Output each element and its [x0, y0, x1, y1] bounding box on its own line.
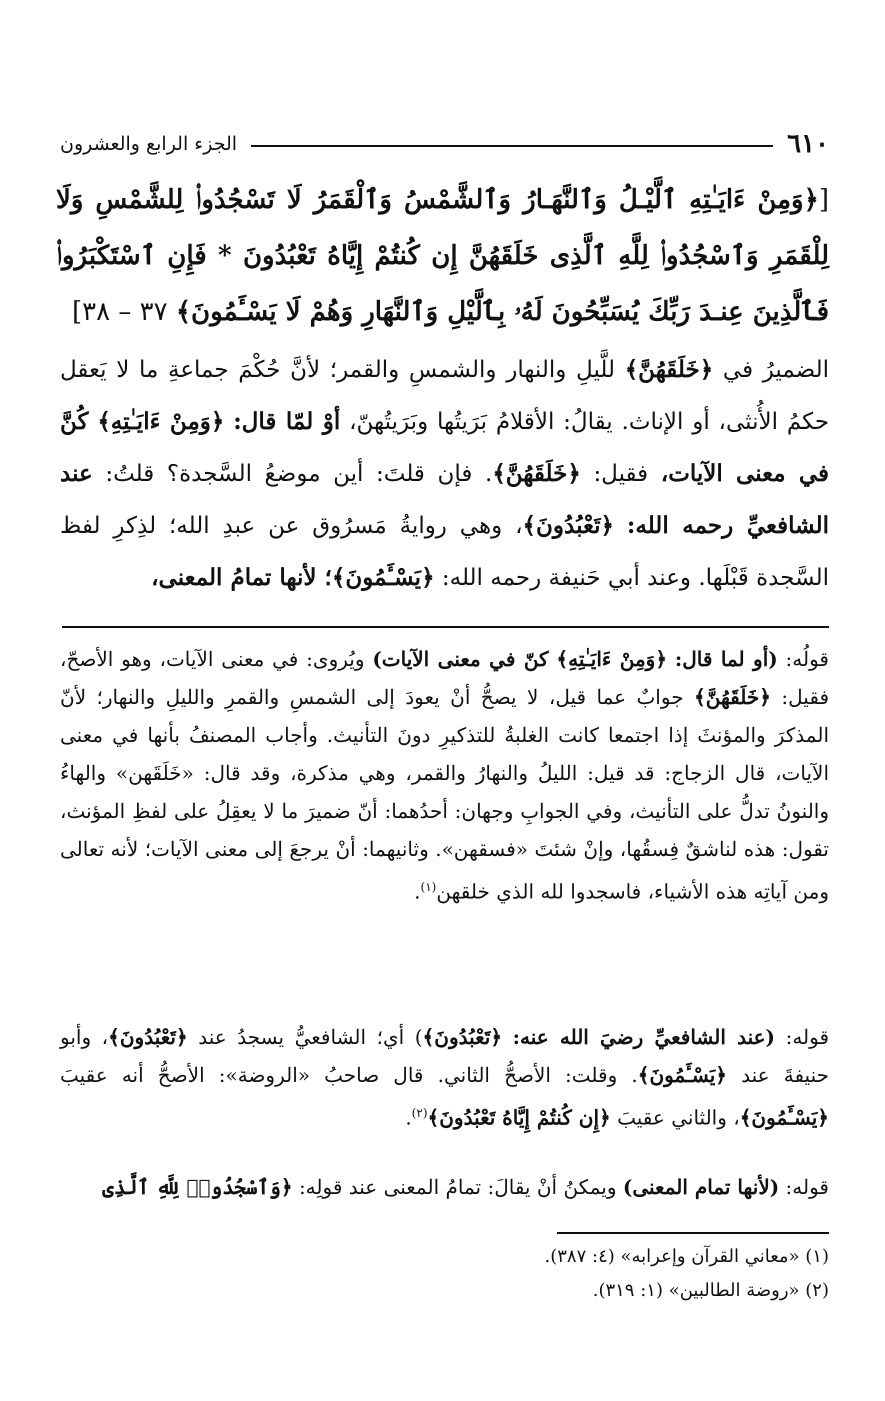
- note-text: ، والثاني عقيبَ: [617, 1105, 740, 1130]
- note-bold: (لأنها تمام المعنى): [622, 1175, 780, 1199]
- quran-quote: ﴿وَمِنْ ءَايَـٰتِهِ﴾: [556, 647, 668, 671]
- quran-quote: ﴿يَسْـَٔمُونَ﴾: [739, 1105, 829, 1130]
- note-paragraph-1: قولُه: (أو لما قال: ﴿وَمِنْ ءَايَـٰتِهِ﴾ كنّ في معنى الآيات) ويُروى: في معنى الآيات، وهو الأصحّ، فقيل: ﴿خَلَقَهُنَّ﴾ جوابٌ عما قيل، لا يصحُّ أنْ يعودَ إلى الشمسِ والقمرِ والليلِ والنهار؛ لأنّ المذكرَ والمؤنثَ إذا اجتمعا كانت الغلبةُ للتذكيرِ دونَ التأنيث. وأجاب المصنفُ بأنها في معنى الآيات، قال الزجاج: قد قيل: الليلُ والنهارُ والقمر، وهي مذكرة، وقد قال: «خَلَقَهن» والهاءُ والنونُ تدلُّ على التأنيث، وفي الجوابِ وجهان: أحدُهما: أنّ ضميرَ ما لا يعقِلُ على لفظِ المؤنث، تقول: هذه لناشقٌ فِسقُها، وإنْ شئتَ «فسقهن». وثانيهما: أنْ يرجعَ إلى معنى الآيات؛ لأنه تعالى ومن آياتِه هذه الأشياء، فاسجدوا لله الذي خلقهن$^{(١)}$.: [60, 647, 830, 904]
- quran-quote: ﴿خَلَقَهُنَّ﴾: [492, 460, 581, 487]
- commentary-text: للَّيلِ والنهار والشمسِ والقمر؛ لأنَّ حُكْمَ جماعةِ ما لا يَعقل حكمُ الأُنثى، أو الإناث. يقالُ: الأقلامُ بَرَيتُها وبَرَيتُهنّ،: [60, 357, 830, 435]
- quran-quote: ﴿خَلَقَهُنَّ﴾: [694, 685, 771, 709]
- footnote-2: (٢) «روضة الطالبين» (١: ٣١٩).: [592, 1280, 829, 1301]
- note-lead: قولُه:: [785, 647, 829, 671]
- commentary-bold: كُنَّ في معنى الآيات،: [60, 408, 830, 487]
- header-rule: [251, 145, 773, 147]
- note-paragraph-3: [60, 1168, 829, 1206]
- quran-quote: ﴿تَعْبُدُونَ﴾: [522, 512, 614, 539]
- note-bold: (عند الشافعيِّ رضيَ الله عنه:: [512, 1025, 776, 1049]
- quran-quote: ﴿خَلَقَهُنَّ﴾: [624, 356, 714, 383]
- quran-quote: ﴿إِن كُنتُمْ إِيَّاهُ تَعْبُدُونَ﴾: [427, 1105, 611, 1130]
- note-text: جوابٌ عما قيل، لا يصحُّ أنْ يعودَ إلى الشمسِ والقمرِ والليلِ والنهار؛ لأنّ المذكرَ والمؤنثَ إذا اجتمعا كانت الغلبةُ للتذكيرِ دونَ التأنيث. وأجاب المصنفُ بأنها في معنى الآيات، قال الزجاج: قد قيل: الليلُ والنهارُ والقمر، وهي مذكرة، وقد قال: «خَلَقَهن» والهاءُ والنونُ تدلُّ على التأنيث، وفي الجوابِ وجهان: أحدُهما: أنّ ضميرَ ما لا يعقِلُ على لفظِ المؤنث، تقول: هذه لناشقٌ فِسقُها، وإنْ شئتَ «فسقهن». وثانيهما: أنْ يرجعَ إلى معنى الآيات؛ لأنه تعالى ومن آياتِه هذه الأشياء، فاسجدوا لله الذي خلقهن: [60, 685, 829, 904]
- running-head: الجزء الرابع والعشرون: [60, 133, 238, 155]
- quran-quote: ﴿يَسْـَٔمُونَ﴾: [637, 1063, 728, 1087]
- page-header: [60, 124, 829, 164]
- quran-quote: ﴿وَٱسْجُدُوا۟ لِلَّهِ ٱلَّذِى: [102, 1175, 293, 1199]
- commentary-bold: عند الشافعيِّ رحمه الله:: [60, 460, 829, 539]
- note-text: ويمكنُ أنْ يقالَ: تمامُ المعنى عند قولِه:: [298, 1175, 617, 1199]
- commentary-text: الضميرُ في: [722, 357, 830, 383]
- note-lead: قوله:: [785, 1175, 829, 1199]
- verse-open-bracket: [: [818, 185, 829, 215]
- note-text: . وقلت: الأصحُّ الثاني. قال صاحبُ «الروضة»: الأصحُّ أنه عقيبَ: [60, 1063, 638, 1087]
- commentary-text: فقيل:: [593, 461, 649, 487]
- footnotes: [60, 1240, 829, 1308]
- footnote-1: (١) «معاني القرآن وإعرابه» (٤: ٣٨٧).: [544, 1246, 829, 1267]
- page-number: ٦١٠: [787, 129, 829, 159]
- note-bold: (أو لما قال:: [674, 647, 778, 671]
- footnote-divider: [557, 1232, 829, 1234]
- main-commentary: [60, 344, 829, 604]
- verse-reference: ٣٧ – ٣٨]: [71, 297, 168, 327]
- quran-quote: ﴿تَعْبُدُونَ﴾: [108, 1025, 188, 1049]
- commentary-text: ، وهي روايةُ مَسرُوق عن عبدِ الله؛ لذِكرِ لفظ السَّجدة قَبْلَها. وعند أبي حَنيفة رحمه الله:: [60, 513, 829, 591]
- footnote-marker: (١): [420, 880, 437, 894]
- quran-quote: ﴿وَمِنْ ءَايَـٰتِهِ﴾: [97, 408, 225, 435]
- quran-verse-text: ﴿وَمِنْ ءَايَـٰتِهِ ٱلَّيْـلُ وَٱلنَّهَـارُ وَٱلشَّمْسُ وَٱلْقَمَرُ لَا تَسْجُدُوا۟ لِلشَّمْسِ وَلَا لِلْقَمَرِ وَٱسْجُدُوا۟ لِلَّهِ ٱلَّذِى خَلَقَهُنَّ إِن كُنتُمْ إِيَّاهُ تَعْبُدُونَ * فَإِنِ ٱسْتَكْبَرُوا۟ فَٱلَّذِينَ عِنـدَ رَبِّكَ يُسَبِّحُونَ لَهُۥ بِٱلَّيْلِ وَٱلنَّهَارِ وَهُمْ لَا يَسْـَٔمُونَ﴾: [56, 185, 829, 327]
- commentary-bold: أوْ لمّا قال:: [233, 408, 341, 435]
- footnote-marker: (٢): [411, 1106, 428, 1120]
- note-text: ، وأبو حنيفةَ عند: [60, 1025, 829, 1087]
- note-text: ) أي؛ الشافعيُّ يسجدُ عند: [198, 1025, 423, 1049]
- note-text: ويُروى: في معنى الآيات، وهو الأصحّ، فقيل:: [60, 647, 830, 709]
- quran-verse-block: [56, 172, 829, 340]
- note-paragraph-2: قوله: (عند الشافعيِّ رضيَ الله عنه: ﴿تَعْبُدُونَ﴾) أي؛ الشافعيُّ يسجدُ عند ﴿تَعْبُدُونَ﴾، وأبو حنيفةَ عند ﴿يَسْـَٔمُونَ﴾. وقلت: الأصحُّ الثاني. قال صاحبُ «الروضة»: الأصحُّ أنه عقيبَ ﴿يَسْـَٔمُونَ﴾، والثاني عقيبَ ﴿إِن كُنتُمْ إِيَّاهُ تَعْبُدُونَ﴾$^{(٢)}$.: [60, 1025, 830, 1130]
- quran-quote: ﴿يَسْـَٔمُونَ﴾: [331, 564, 435, 591]
- note-lead: قوله:: [785, 1025, 830, 1049]
- note-bold: كنّ في معنى الآيات): [372, 647, 549, 671]
- commentary-bold: ؛ لأنها تمامُ المعنى،: [151, 564, 332, 591]
- commentary-divider: [62, 626, 829, 628]
- quran-quote: ﴿تَعْبُدُونَ﴾: [422, 1025, 503, 1049]
- commentary-text: . فإن قلتَ: أين موضعُ السَّجدة؟ قلتُ:: [105, 461, 493, 487]
